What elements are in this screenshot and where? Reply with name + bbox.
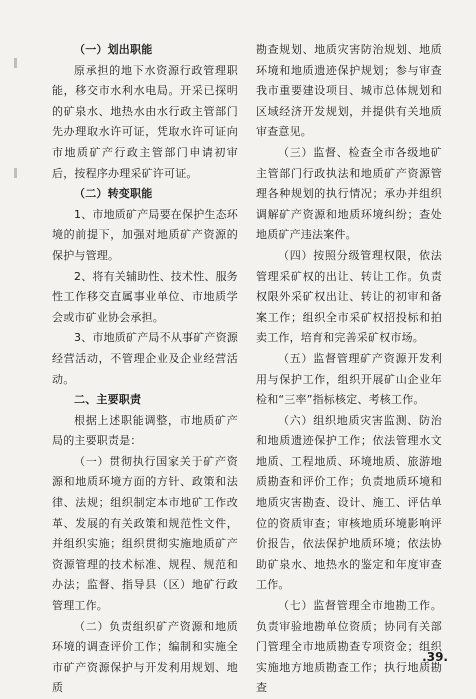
paragraph: （六）组织地质灾害监测、防治和地质遗迹保护工作；依法管理水文地质、工程地质、环境地质、旅游地质勘查和评价工作；负责地质环境和地质灾害勘查、设计、施工、评估单位的资质审查；审核地质环境影响评价报告，依法保护地质环境；依法协助矿泉水、地热水的鉴定和年度审查工作。 [256,413,442,592]
paragraph: 根据上述职能调整，市地质矿产局的主要职责是： [52,413,238,448]
paragraph: （七）监督管理全市地勘工作。负责审验地勘单位资质；协同有关部门管理全市地质勘查专项资金；组织实施地方地质勘查工作；执行地质勘查 [256,599,442,695]
section-heading: （一）划出职能 [74,43,153,56]
paragraph: 勘查规划、地质灾害防治规划、地质环境和地质遗迹保护规划；参与审查我市重要建设项目、城市总体规划和区域经济开发规划，并提供有关地质审查意见。 [256,43,442,139]
paragraph: 1、市地质矿产局要在保护生态环境的前提下，加强对地质矿产资源的保护与管理。 [52,207,238,262]
scan-mark [14,168,17,178]
paragraph: （五）监督管理矿产资源开发利用与保护工作，组织开展矿山企业年检和“三率”指标核定、考核工作。 [256,351,442,407]
section-heading: 二、主要职责 [74,393,142,407]
scan-mark [14,58,17,68]
section-heading: （二）转变职能 [74,187,153,201]
paragraph: 2、将有关辅助性、技术性、服务性工作移交直属事业单位、市地质学会或市矿业协会承担。 [52,269,238,324]
paragraph: （三）监督、检查全市各级地矿主管部门行政执法和地质矿产资源管理各种规划的执行情况；承办并组织调解矿产资源和地质环境纠纷；查处地质矿产违法案件。 [256,145,442,242]
paragraph: （四）按照分级管理权限，依法管理采矿权的出让、转让工作。负责权限外采矿权出让、转让的初审和备案工作；组织全市采矿权招投标和拍卖工作，培育和完善采矿权市场。 [256,248,442,345]
paragraph: 原承担的地下水资源行政管理职能，移交市水利水电局。开采已探明的矿泉水、地热水由水行政主管部门先办理取水许可证，凭取水许可证向市地质矿产行政主管部门申请初审后，按程序办理采矿许可证。 [52,63,238,180]
page-number: .39. [422,650,448,664]
paragraph: （一）贯彻执行国家关于矿产资源和地质环境方面的方针、政策和法律、法规；组织制定本市地矿工作改革、发展的有关政策和规范性文件，并组织实施；组织贯彻实施地质矿产资源管理的技术标准、规程、规范和办法；监督、指导县（区）地矿行政管理工作。 [52,454,238,613]
left-column [52,40,238,699]
paragraph: （二）负责组织矿产资源和地质环境的调查评价工作；编制和实施全市矿产资源保护与开发利用规划、地质 [52,619,238,695]
paragraph: 3、市地质矿产局不从事矿产资源经营活动，不管理企业及企业经营活动。 [52,331,238,386]
right-column [256,40,442,699]
